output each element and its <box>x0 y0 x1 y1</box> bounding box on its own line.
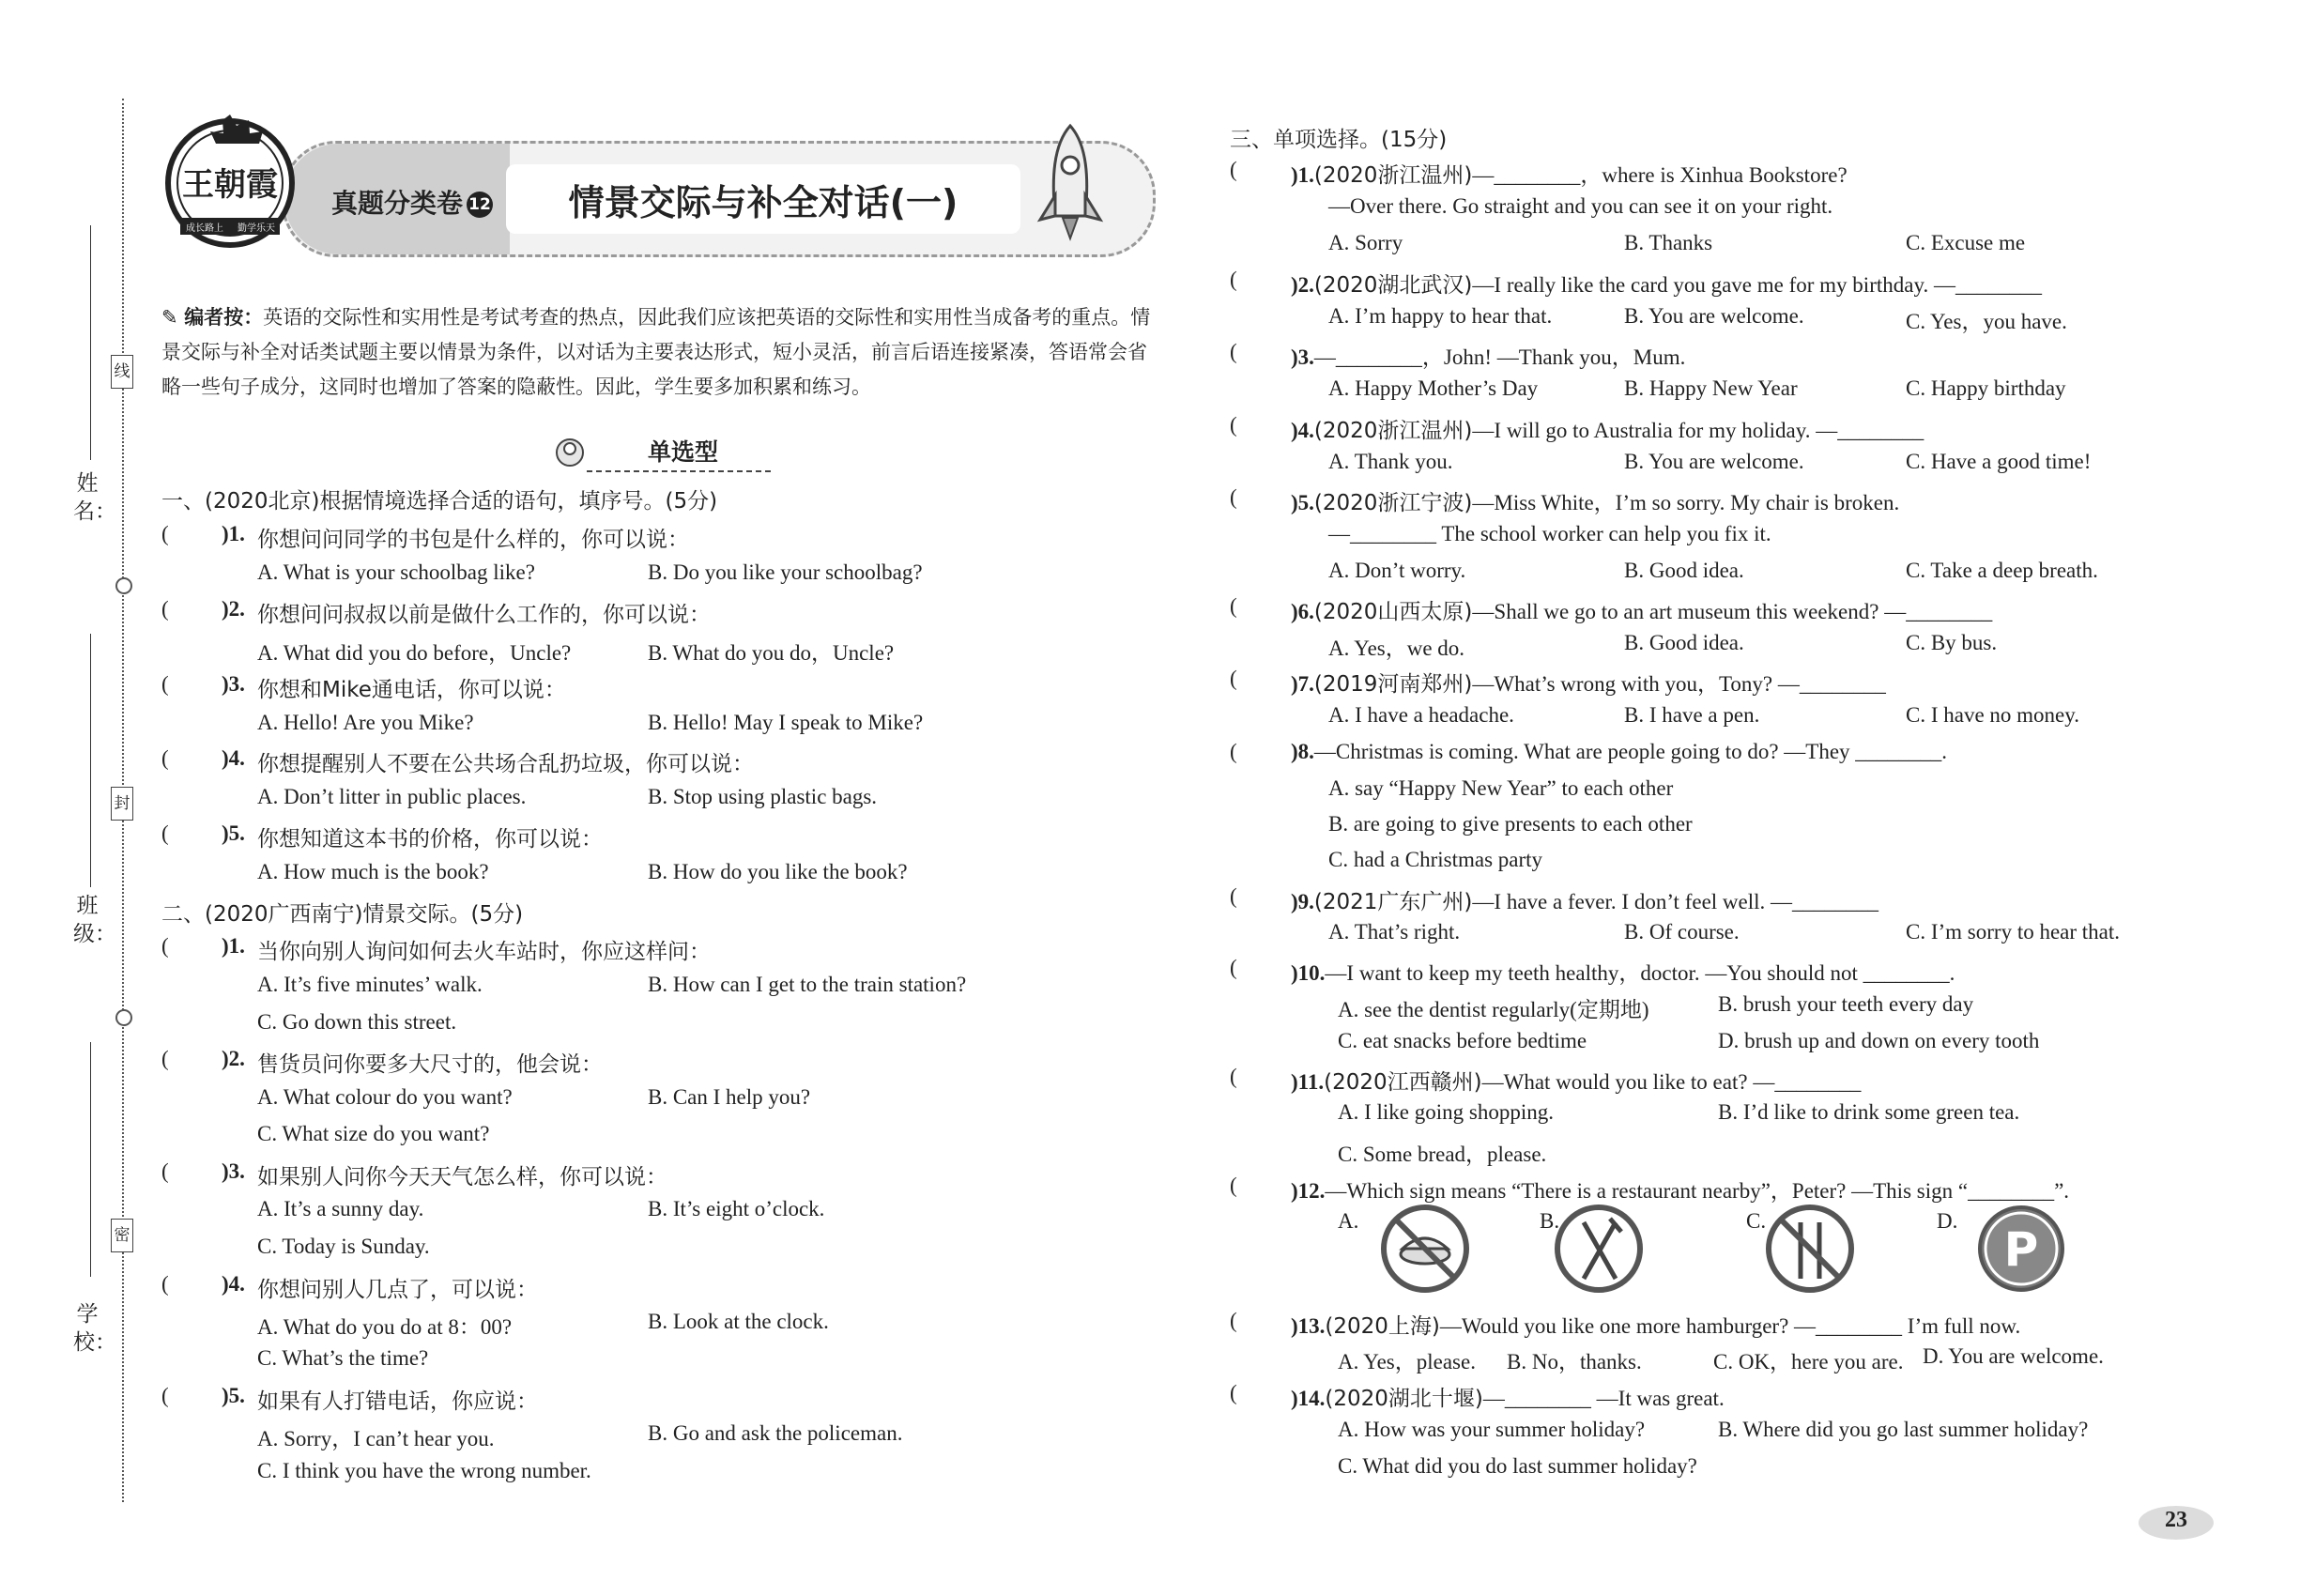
option-c: C. I think you have the wrong number. <box>257 1459 591 1482</box>
option-a: A. Thank you. <box>1328 450 1453 473</box>
answer-blank[interactable]: ( <box>1230 956 1237 979</box>
option-b: B. Thanks <box>1624 231 1713 254</box>
answer-blank[interactable]: ( <box>161 1047 169 1070</box>
option-a: A. Don’t worry. <box>1328 559 1466 582</box>
question-text: —What would you like to eat? —________ <box>1481 1070 1862 1094</box>
option-b: B. Hello! May I speak to Mike? <box>648 711 924 734</box>
question-number: )4. <box>1291 419 1314 442</box>
option-c: C. Take a deep breath. <box>1906 559 2098 582</box>
question-text: —What’s wrong with you，Tony? —________ <box>1472 672 1886 696</box>
option-c: C. I have no money. <box>1906 703 2080 727</box>
question-text: —________，where is Xinhua Bookstore? <box>1472 163 1848 187</box>
class-fill-line <box>90 634 91 887</box>
school-label: 学 校： <box>73 1302 120 1355</box>
question-number: )6. <box>1291 600 1314 623</box>
option-b: B. Do you like your schoolbag? <box>648 560 923 584</box>
option-a: A. Sorry <box>1328 231 1403 254</box>
question-text: —________，John! —Thank you，Mum. <box>1313 345 1686 369</box>
question-number: )1. <box>222 934 245 958</box>
no-burger-sign-icon <box>1380 1204 1470 1294</box>
question-number: )12. <box>1291 1179 1326 1203</box>
option-b: B. Happy New Year <box>1624 376 1798 400</box>
name-fill-line <box>90 225 91 460</box>
question-text: —I want to keep my teeth healthy，doctor. —You should not ________. <box>1325 961 1955 985</box>
option-b: B. Can I help you? <box>648 1085 811 1109</box>
option-b: B. I’d like to drink some green tea. <box>1718 1100 2020 1124</box>
question-text: 你想问问叔叔以前是做什么工作的，你可以说： <box>257 603 711 627</box>
question-number: )14. <box>1291 1387 1326 1410</box>
option-a: A. It’s a sunny day. <box>257 1197 424 1220</box>
svg-text:P: P <box>2003 1222 2039 1277</box>
rocket-icon <box>1033 122 1108 244</box>
option-d: D. <box>1937 1209 1958 1233</box>
title-banner <box>282 141 1156 257</box>
option-b: B. How do you like the book? <box>648 860 908 883</box>
answer-blank[interactable]: ( <box>1230 1174 1237 1197</box>
question-source: (2021广东广州) <box>1313 890 1473 914</box>
brand-logo-icon <box>160 113 300 253</box>
option-a: A. say “Happy New Year” to each other <box>1328 776 1674 800</box>
option-a: A. Yes，please. <box>1338 1350 1476 1373</box>
option-a: A. Hello! Are you Mike? <box>257 711 474 734</box>
brand-slogan-2: 勤学乐天 <box>238 223 275 234</box>
answer-blank[interactable]: ( <box>1230 594 1237 618</box>
option-b: B. are going to give presents to each other <box>1328 812 1693 836</box>
answer-blank[interactable]: ( <box>1230 1309 1237 1332</box>
question-text: 你想知道这本书的价格，你可以说： <box>257 827 603 852</box>
option-a: A. I like going shopping. <box>1338 1100 1554 1124</box>
question-source: (2020上海) <box>1325 1314 1440 1339</box>
question-number: )5. <box>1291 491 1314 514</box>
question-number: )3. <box>1291 345 1314 369</box>
series-label: 真题分类卷 12 <box>331 183 493 221</box>
option-a: A. Happy Mother’s Day <box>1328 376 1539 400</box>
option-b: B. Of course. <box>1624 920 1740 944</box>
question-number: )4. <box>222 1272 245 1296</box>
question-source: (2020湖北武汉) <box>1313 273 1473 298</box>
no-eating-sign-icon <box>1765 1204 1855 1294</box>
option-b: B. It’s eight o’clock. <box>648 1197 825 1220</box>
question-number: )10. <box>1291 961 1326 985</box>
question-number: )1. <box>1291 163 1314 187</box>
question-text: 如果有人打错电话，你应说： <box>257 1389 538 1414</box>
option-b: B. You are welcome. <box>1624 450 1804 473</box>
class-label: 班 级： <box>73 894 120 946</box>
option-c: C. What’s the time? <box>257 1346 429 1370</box>
question-number: )3. <box>222 1159 245 1183</box>
option-c: C. eat snacks before bedtime <box>1338 1029 1587 1052</box>
question-text: —Miss White，I’m so sorry. My chair is broken. <box>1472 491 1900 514</box>
option-c: C. What size do you want? <box>257 1122 490 1145</box>
answer-blank[interactable]: ( <box>1230 1381 1237 1404</box>
question-source: (2020浙江温州) <box>1313 419 1473 443</box>
question-text: 你想问问同学的书包是什么样的，你可以说： <box>257 528 689 552</box>
question-number: )2. <box>222 597 245 621</box>
option-c: C. had a Christmas party <box>1328 848 1543 871</box>
section2-heading: 二、(2020广西南宁)情景交际。(5分) <box>161 902 524 927</box>
question-number: )13. <box>1291 1314 1326 1338</box>
option-b: B. Good idea. <box>1624 631 1744 654</box>
answer-blank[interactable]: ( <box>1230 740 1237 763</box>
question-text: —Which sign means “There is a restaurant nearby”，Peter? —This sign “________”. <box>1325 1179 2070 1203</box>
option-b: B. Where did you go last summer holiday? <box>1718 1418 2089 1441</box>
binding-hole-icon <box>115 577 132 594</box>
option-c: C. I’m sorry to hear that. <box>1906 920 2121 944</box>
question-source: (2019河南郑州) <box>1313 672 1473 697</box>
option-a: A. How much is the book? <box>257 860 489 883</box>
option-a: A. What do you do at 8：00? <box>257 1315 513 1339</box>
option-b: B. <box>1540 1209 1560 1233</box>
question-text: 售货员问你要多大尺寸的，他会说： <box>257 1052 603 1077</box>
option-d: D. You are welcome. <box>1923 1344 2104 1368</box>
option-b: B. Stop using plastic bags. <box>648 785 878 808</box>
question-source: (2020浙江温州) <box>1313 163 1473 188</box>
title-box <box>506 164 1020 234</box>
editor-note <box>161 300 1155 405</box>
school-fill-line <box>90 1042 91 1277</box>
question-text: —________ —It was great. <box>1482 1387 1725 1410</box>
answer-blank[interactable]: ( <box>1230 485 1237 509</box>
question-number: )8. <box>1291 740 1314 763</box>
question-source: (2020江西赣州) <box>1324 1070 1482 1095</box>
brand-name: 王朝霞 <box>182 166 278 204</box>
seal-mark-secret: 密 <box>111 1219 133 1252</box>
answer-blank[interactable]: ( <box>1230 667 1237 690</box>
answer-blank[interactable]: ( <box>161 1159 169 1183</box>
question-text: —Christmas is coming. What are people going to do? —They ________. <box>1313 740 1948 763</box>
option-b: B. No，thanks. <box>1507 1350 1642 1373</box>
answer-blank[interactable]: ( <box>161 522 169 545</box>
question-text: —Would you like one more hamburger? —________ I’m full now. <box>1439 1314 2021 1338</box>
option-a: A. That’s right. <box>1328 920 1461 944</box>
question-number: )7. <box>1291 672 1314 696</box>
option-a: A. I have a headache. <box>1328 703 1514 727</box>
editor-note-text: 英语的交际性和实用性是考试考查的热点，因此我们应该把英语的交际性和实用性当成备考的重点。情景交际与补全对话类试题主要以情景为条件，以对话为主要表达形式，短小灵活，前言后语连接紧凑，答语常会省略一些句子成分，这同时也增加了答案的隐蔽性。因此，学生要多加积累和练习。 <box>161 306 1151 398</box>
question-type-label: 单选型 <box>648 438 719 466</box>
option-d: D. brush up and down on every tooth <box>1718 1029 2040 1052</box>
answer-blank[interactable]: ( <box>161 746 169 770</box>
editor-note-label: 编者按： <box>184 306 264 329</box>
question-number: )3. <box>222 672 245 696</box>
option-c: C. Happy birthday <box>1906 376 2066 400</box>
option-b: B. You are welcome. <box>1624 304 1804 328</box>
option-b: B. Go and ask the policeman. <box>648 1421 903 1445</box>
answer-blank[interactable]: ( <box>1230 340 1237 363</box>
question-number: )4. <box>222 746 245 770</box>
option-c: C. OK，here you are. <box>1713 1350 1904 1373</box>
option-b: B. brush your teeth every day <box>1718 992 1974 1016</box>
question-text: —I have a fever. I don’t feel well. —________ <box>1472 890 1879 913</box>
option-b: B. Good idea. <box>1624 559 1744 582</box>
question-line2: —Over there. Go straight and you can see it on your right. <box>1328 194 1833 218</box>
question-text: 你想和Mike通电话，你可以说： <box>257 678 566 702</box>
question-number: )5. <box>222 821 245 845</box>
answer-blank[interactable]: ( <box>1230 413 1237 437</box>
option-a: A. What is your schoolbag like? <box>257 560 535 584</box>
option-c: C. <box>1746 1209 1767 1233</box>
section1-heading: 一、(2020北京)根据情境选择合适的语句，填序号。(5分) <box>161 489 718 514</box>
answer-blank[interactable]: ( <box>161 821 169 845</box>
answer-blank[interactable]: ( <box>161 1384 169 1407</box>
option-a: A. <box>1338 1209 1359 1233</box>
question-line2: —________ The school worker can help you fix it. <box>1328 522 1771 545</box>
question-source: (2020湖北十堰) <box>1325 1387 1483 1411</box>
answer-blank[interactable]: ( <box>1230 268 1237 291</box>
answer-blank[interactable]: ( <box>161 1272 169 1296</box>
option-a: A. see the dentist regularly(定期地) <box>1338 998 1649 1021</box>
question-text: 你想提醒别人不要在公共场合乱扔垃圾，你可以说： <box>257 752 754 776</box>
answer-blank[interactable]: ( <box>161 672 169 696</box>
option-a: A. Yes，we do. <box>1328 637 1465 660</box>
option-c: C. Have a good time! <box>1906 450 2092 473</box>
question-number: )1. <box>222 522 245 545</box>
option-c: C. Some bread，please. <box>1338 1143 1547 1166</box>
page-number: 23 <box>2165 1508 2187 1532</box>
question-text: 你想问别人几点了，可以说： <box>257 1278 538 1302</box>
restaurant-sign-icon <box>1554 1204 1644 1294</box>
seal-mark-line: 线 <box>111 355 133 389</box>
question-number: )5. <box>222 1384 245 1407</box>
option-b: B. How can I get to the train station? <box>648 973 967 996</box>
option-c: C. What did you do last summer holiday? <box>1338 1454 1697 1478</box>
question-text: —Shall we go to an art museum this weekend? —________ <box>1472 600 1993 623</box>
question-number: )2. <box>1291 273 1314 297</box>
question-text: 如果别人问你今天天气怎么样，你可以说： <box>257 1165 667 1189</box>
brand-slogan-1: 成长路上 <box>186 223 223 234</box>
name-label: 姓 名： <box>73 471 120 524</box>
option-c: C. Excuse me <box>1906 231 2026 254</box>
series-number-badge: 12 <box>467 192 493 218</box>
option-b: B. I have a pen. <box>1624 703 1760 727</box>
option-c: C. Yes，you have. <box>1906 310 2067 333</box>
option-a: A. What did you do before，Uncle? <box>257 641 572 665</box>
option-a: A. It’s five minutes’ walk. <box>257 973 483 996</box>
question-number: )11. <box>1291 1070 1325 1094</box>
seal-mark-seal: 封 <box>111 787 133 821</box>
option-a: A. I’m happy to hear that. <box>1328 304 1553 328</box>
binding-margin <box>0 0 141 1596</box>
option-a: A. How was your summer holiday? <box>1338 1418 1646 1441</box>
answer-blank[interactable]: ( <box>161 934 169 958</box>
question-number: )2. <box>222 1047 245 1070</box>
question-number: )9. <box>1291 890 1314 913</box>
question-text: —I really like the card you gave me for my birthday. —________ <box>1472 273 2042 297</box>
option-a: A. What colour do you want? <box>257 1085 513 1109</box>
option-a: A. Don’t litter in public places. <box>257 785 527 808</box>
binding-hole-icon <box>115 1009 132 1026</box>
answer-blank[interactable]: ( <box>161 597 169 621</box>
question-source: (2020浙江宁波) <box>1313 491 1473 515</box>
answer-blank[interactable]: ( <box>1230 158 1237 181</box>
question-text: 当你向别人询问如何去火车站时，你应这样问： <box>257 940 711 964</box>
option-c: C. By bus. <box>1906 631 1998 654</box>
editor-note-icon: ✎ <box>161 306 185 329</box>
option-b: B. What do you do，Uncle? <box>648 641 895 665</box>
question-text: —I will go to Australia for my holiday. —________ <box>1472 419 1924 442</box>
option-a: A. Sorry，I can’t hear you. <box>257 1427 495 1450</box>
option-c: C. Today is Sunday. <box>257 1235 430 1258</box>
section3-heading: 三、单项选择。(15分) <box>1230 128 1448 152</box>
page-title: 情景交际与补全对话(一) <box>568 182 958 223</box>
question-source: (2020山西太原) <box>1313 600 1473 624</box>
answer-blank[interactable]: ( <box>1230 884 1237 908</box>
parking-sign-icon <box>1976 1204 2066 1294</box>
option-b: B. Look at the clock. <box>648 1310 829 1333</box>
answer-blank[interactable]: ( <box>1230 1065 1237 1088</box>
option-c: C. Go down this street. <box>257 1010 457 1034</box>
